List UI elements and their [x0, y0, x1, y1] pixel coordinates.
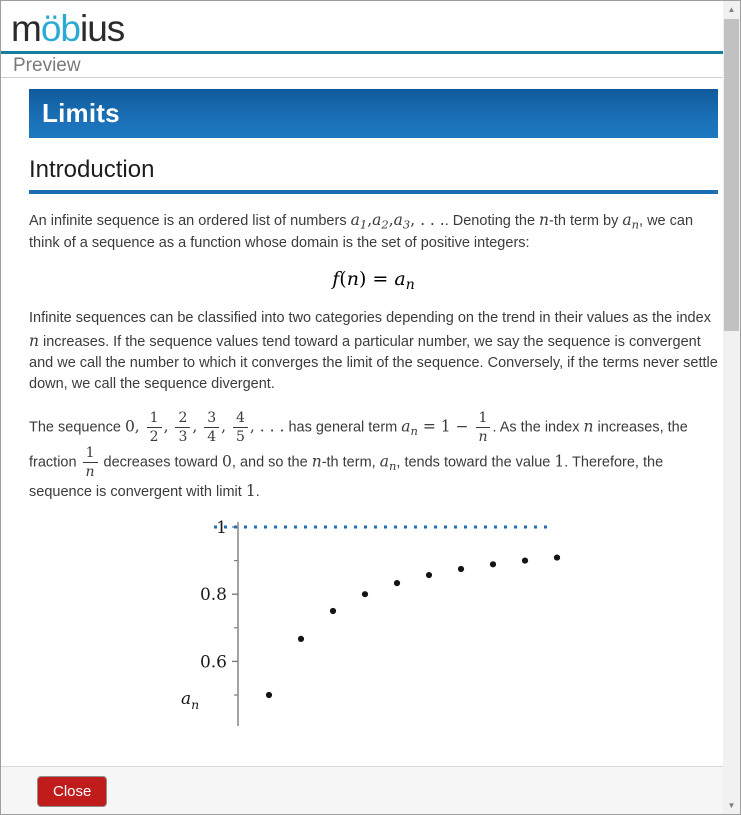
- y-axis-label: $a_n$: [181, 688, 200, 712]
- text-run: increases, the fraction: [29, 419, 688, 471]
- data-point: [394, 580, 400, 586]
- math-run: , . . .: [249, 417, 285, 436]
- section-underline: [29, 190, 718, 194]
- math-run: = 1 −: [417, 417, 474, 436]
- y-tick-label: 0.8: [199, 584, 227, 605]
- scrollbar-thumb[interactable]: [724, 19, 739, 331]
- math-run: n: [388, 459, 397, 474]
- paragraph-convergence: [29, 308, 718, 395]
- display-math-fn: [29, 268, 718, 293]
- text-run: .: [255, 484, 260, 501]
- data-point: [426, 572, 432, 578]
- section-title: Introduction: [29, 156, 155, 183]
- math-run: n: [311, 452, 322, 471]
- math-run: , . . .: [410, 211, 445, 229]
- math-run: n: [583, 417, 594, 436]
- text-run: , and so the: [231, 454, 312, 471]
- logo-part-m: m: [11, 8, 41, 49]
- math-run: 3: [402, 217, 411, 232]
- math-fraction: $\frac{1}{n}$: [476, 410, 491, 445]
- scroll-down-icon[interactable]: ▼: [727, 801, 736, 810]
- text-run: -th term by: [549, 213, 623, 229]
- sequence-scatter-plot: [151, 514, 711, 726]
- math-run: n: [346, 268, 359, 291]
- text-run: , we can think of a sequence as a function whose domain is the set of positive integers:: [29, 213, 694, 252]
- math-run: (: [339, 268, 347, 291]
- vertical-scrollbar[interactable]: [723, 1, 740, 814]
- y-tick-label: 1: [216, 517, 227, 538]
- logo-part-ius: ius: [79, 8, 125, 49]
- text-run: An infinite sequence is an ordered list of numbers: [29, 213, 351, 229]
- math-run: a: [372, 211, 382, 229]
- close-button[interactable]: Close: [37, 776, 107, 807]
- lesson-title: Limits: [42, 98, 120, 128]
- math-run: n: [631, 217, 640, 232]
- data-point: [330, 607, 336, 613]
- math-run: ,: [388, 211, 394, 229]
- math-run: n: [410, 423, 418, 438]
- math-run: a: [401, 417, 411, 436]
- math-run: f: [332, 268, 340, 291]
- math-run: 0: [222, 452, 232, 471]
- logo-part-ob: öb: [40, 8, 80, 49]
- data-point: [266, 691, 272, 697]
- math-run: 1: [245, 482, 256, 501]
- mobius-logo: [11, 8, 124, 49]
- data-point: [362, 591, 368, 597]
- preview-label: Preview: [13, 55, 81, 76]
- text-run: The sequence: [29, 419, 125, 436]
- data-point: [490, 561, 496, 567]
- math-run: ,: [192, 417, 203, 436]
- dialog-footer: [1, 766, 723, 814]
- math-run: ,: [221, 417, 231, 436]
- y-tick-label: 0.6: [199, 651, 227, 672]
- scroll-up-icon[interactable]: ▲: [727, 5, 736, 14]
- math-fraction: $\frac{1}{n}$: [83, 445, 98, 480]
- math-run: a: [622, 211, 632, 229]
- math-fraction: $\frac{3}{4}$: [204, 410, 219, 445]
- text-run: Infinite sequences can be classified into two categories depending on the trend in their values as the index: [29, 310, 711, 327]
- math-run: ,: [367, 211, 373, 229]
- math-run: ) =: [358, 268, 395, 291]
- math-run: 1: [359, 217, 368, 232]
- math-run: n: [405, 277, 415, 294]
- sequence-chart: [151, 514, 711, 726]
- text-run: decreases toward: [99, 454, 223, 471]
- app-header: [1, 1, 740, 51]
- text-run: . Denoting the: [444, 213, 540, 229]
- paragraph-example: [29, 410, 718, 504]
- math-run: ,: [163, 417, 174, 436]
- math-run: 0,: [124, 417, 145, 436]
- math-fraction: $\frac{1}{2}$: [147, 410, 162, 445]
- data-point: [522, 557, 528, 563]
- math-fraction: $\frac{2}{3}$: [175, 410, 190, 445]
- text-run: . Therefore, the sequence is convergent with limit: [29, 454, 664, 501]
- text-run: , tends toward the value: [396, 454, 555, 471]
- data-point: [458, 565, 464, 571]
- math-run: a: [350, 211, 360, 229]
- paragraph-intro-sequence: [29, 209, 718, 254]
- math-run: 2: [381, 217, 389, 232]
- data-point: [298, 635, 304, 641]
- text-run: has general term: [284, 419, 402, 436]
- math-run: n: [29, 331, 39, 350]
- preview-bar: [1, 54, 740, 77]
- data-point: [554, 554, 560, 560]
- text-run: . As the index: [492, 419, 584, 436]
- lesson-content: [1, 78, 718, 726]
- math-run: a: [394, 268, 406, 291]
- lesson-title-bar: [29, 89, 718, 138]
- math-run: a: [393, 211, 403, 229]
- text-run: -th term,: [321, 454, 380, 471]
- math-run: n: [539, 211, 550, 229]
- math-run: 1: [554, 452, 565, 471]
- math-run: a: [379, 452, 389, 471]
- math-fraction: $\frac{4}{5}$: [233, 410, 248, 445]
- text-run: increases. If the sequence values tend toward a particular number, we say the sequence is convergent and we call the number to which it converges the limit of the sequence. Conversely, if the terms never settle down, we call the sequence divergent.: [29, 333, 718, 392]
